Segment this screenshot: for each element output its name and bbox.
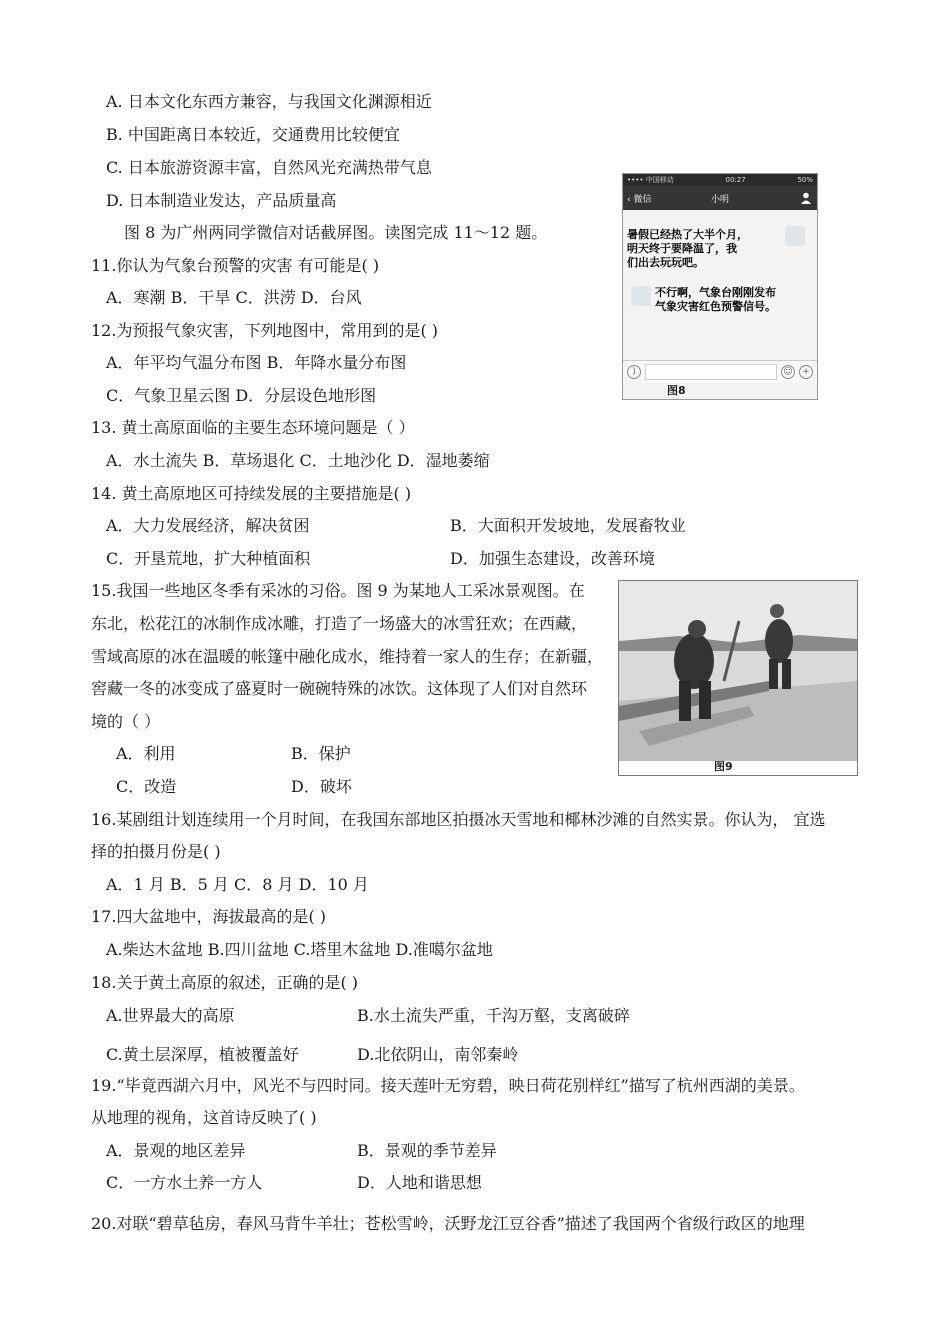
back-button: ‹ 微信 (627, 194, 652, 205)
question-20: 20.对联“碧草毡房，春风马背牛羊壮；苍松雪岭，沃野龙江豆谷香”描述了我国两个省级行政区的地理 (91, 1214, 805, 1233)
option-15d: D．破坏 (291, 777, 352, 796)
question-16-line1: 16.某剧组计划连续用一个月时间，在我国东部地区拍摄冰天雪地和椰林沙滩的自然实景。你认为， 宜选 (91, 810, 826, 829)
question-11: 11.你认为气象台预警的灾害 有可能是( ) (91, 256, 380, 275)
message-bubble-2: 不行啊，气象台刚刚发布 气象灾害红色预警信号。 (655, 286, 776, 313)
carrier-label: •••• 中国移动 (627, 176, 674, 184)
question-17: 17.四大盆地中，海拔最高的是( ) (91, 907, 327, 926)
person-icon (801, 192, 811, 204)
question-19-line2: 从地理的视角，这首诗反映了( ) (91, 1108, 317, 1127)
figure9-caption: 图9 (714, 760, 733, 773)
option-15b: B．保护 (291, 744, 351, 763)
option-15a: A．利用 (116, 744, 176, 763)
friend-avatar (785, 226, 805, 246)
option-18a: A.世界最大的高原 (106, 1006, 235, 1025)
question-12: 12.为预报气象灾害，下列地图中，常用到的是( ) (91, 321, 439, 340)
question-14: 14. 黄土高原地区可持续发展的主要措施是( ) (91, 484, 412, 503)
option-19a: A．景观的地区差异 (106, 1141, 246, 1160)
question-15-line5: 境的（ ） (91, 712, 161, 731)
question-13: 13. 黄土高原面临的主要生态环境问题是（ ） (91, 418, 415, 437)
user-avatar (631, 286, 651, 306)
question-15-line1: 15.我国一些地区冬季有采冰的习俗。图 9 为某地人工采冰景观图。在 (91, 581, 585, 600)
chat-input-bar (623, 360, 817, 383)
question-15-line4: 窖藏一冬的冰变成了盛夏时一碗碗特殊的冰饮。这体现了人们对自然环 (91, 679, 588, 698)
clock-label: 00:27 (725, 176, 746, 184)
message-bubble-1: 暑假已经热了大半个月， 明天终于要降温了，我 们出去玩玩吧。 (627, 228, 748, 269)
chat-header (623, 186, 817, 210)
option-19d: D．人地和谐思想 (357, 1173, 482, 1192)
option-14a: A．大力发展经济，解决贫困 (106, 516, 310, 535)
option-15c: C．改造 (116, 777, 177, 796)
question-15-line2: 东北，松花江的冰制作成冰雕，打造了一场盛大的冰雪狂欢；在西藏， (91, 614, 588, 633)
battery-label: 50% (797, 176, 813, 184)
question-16-line2: 择的拍摄月份是( ) (91, 842, 221, 861)
ice-harvest-photo (618, 580, 858, 776)
options-16: A．1 月 B．5 月 C．8 月 D．10 月 (106, 875, 369, 894)
voice-icon: ) (627, 365, 641, 379)
phone-status-bar (623, 174, 817, 186)
option-18b: B.水土流失严重，千沟万壑，支离破碎 (357, 1006, 630, 1025)
chat-title: 小明 (710, 194, 729, 205)
option-10a: A. 日本文化东西方兼容，与我国文化渊源相近 (106, 92, 432, 111)
chat-input-field (645, 364, 777, 380)
option-10c: C. 日本旅游资源丰富，自然风光充满热带气息 (106, 158, 432, 177)
option-14c: C．开垦荒地，扩大种植面积 (106, 549, 311, 568)
question-18: 18.关于黄土高原的叙述，正确的是( ) (91, 973, 359, 992)
options-13: A．水土流失 B．草场退化 C．土地沙化 D．湿地萎缩 (106, 451, 490, 470)
option-18d: D.北依阴山，南邻秦岭 (357, 1045, 519, 1064)
figure8-caption: 图8 (667, 384, 686, 397)
wechat-screenshot-figure (622, 173, 818, 400)
option-18c: C.黄土层深厚，植被覆盖好 (106, 1045, 299, 1064)
options-17: A.柴达木盆地 B.四川盆地 C.塔里木盆地 D.准噶尔盆地 (106, 940, 493, 959)
ice-harvest-image (619, 581, 857, 761)
option-10b: B. 中国距离日本较近，交通费用比较便宜 (106, 125, 400, 144)
plus-icon: + (799, 365, 813, 379)
figure8-intro: 图 8 为广州两同学微信对话截屏图。读图完成 11～12 题。 (124, 223, 548, 242)
emoji-icon: ☺ (781, 365, 795, 379)
options-11: A．寒潮 B．干旱 C．洪涝 D．台风 (106, 288, 362, 307)
option-19b: B．景观的季节差异 (357, 1141, 497, 1160)
option-14d: D．加强生态建设，改善环境 (450, 549, 655, 568)
option-10d: D. 日本制造业发达，产品质量高 (106, 191, 337, 210)
question-15-line3: 雪域高原的冰在温暖的帐篷中融化成水，维持着一家人的生存；在新疆， (91, 647, 604, 666)
question-19-line1: 19.“毕竟西湖六月中，风光不与四时同。接天莲叶无穷碧，映日荷花别样红”描写了杭州西湖的美景。 (91, 1076, 805, 1095)
options-12-cd: C．气象卫星云图 D．分层设色地形图 (106, 386, 377, 405)
options-12-ab: A．年平均气温分布图 B．年降水量分布图 (106, 353, 407, 372)
option-19c: C．一方水土养一方人 (106, 1173, 263, 1192)
option-14b: B．大面积开发坡地，发展畜牧业 (450, 516, 686, 535)
